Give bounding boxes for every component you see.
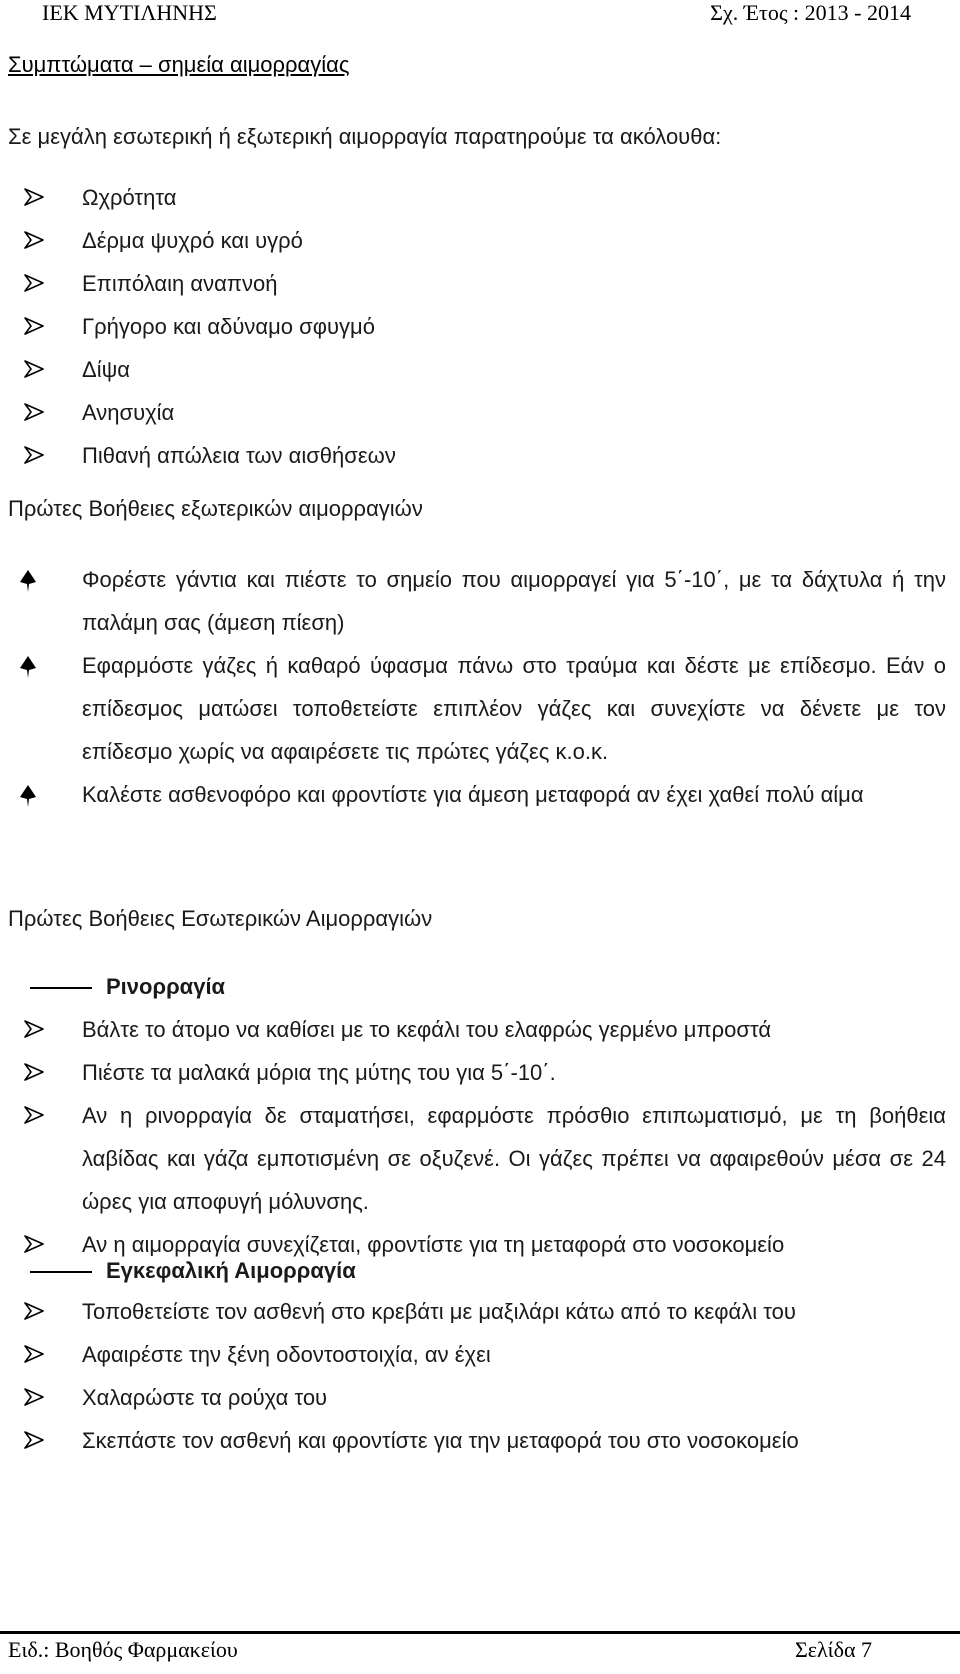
section-title: Συμπτώματα – σημεία αιμορραγίας xyxy=(8,52,350,77)
specialty-label: Ειδ.: Βοηθός Φαρμακείου xyxy=(8,1637,238,1662)
list-item: Πιθανή απώλεια των αισθήσεων xyxy=(8,434,946,477)
page-footer xyxy=(0,1637,960,1667)
list-item: Αφαιρέστε την ξένη οδοντοστοιχία, αν έχει xyxy=(8,1333,946,1376)
footer-divider xyxy=(0,1631,960,1634)
list-item: Πιέστε τα μαλακά μόρια της μύτης του για 5΄-10΄. xyxy=(8,1051,946,1094)
list-item: Αν η αιμορραγία συνεχίζεται, φροντίστε για τη μεταφορά στο νοσοκομείο xyxy=(8,1223,946,1266)
list-item: Γρήγορο και αδύναμο σφυγμό xyxy=(8,305,946,348)
internal-bleeding-heading: Πρώτες Βοήθειες Εσωτερικών Αιμορραγιών xyxy=(8,906,433,931)
nosebleed-subheading: Ρινορραγία xyxy=(8,974,225,1000)
school-name: ΙΕΚ ΜΥΤΙΛΗΝΗΣ xyxy=(42,0,217,25)
list-item: Βάλτε το άτομο να καθίσει με το κεφάλι του ελαφρώς γερμένο μπροστά xyxy=(8,1008,946,1051)
list-item: Καλέστε ασθενοφόρο και φροντίστε για άμεση μεταφορά αν έχει χαθεί πολύ αίμα xyxy=(8,773,946,816)
list-item: Δίψα xyxy=(8,348,946,391)
page-header xyxy=(0,0,960,28)
list-item: Τοποθετείστε τον ασθενή στο κρεβάτι με μαξιλάρι κάτω από το κεφάλι του xyxy=(8,1290,946,1333)
intro-text: Σε μεγάλη εσωτερική ή εξωτερική αιμορραγία παρατηρούμε τα ακόλουθα: xyxy=(8,124,722,149)
list-item: Φορέστε γάντια και πιέστε το σημείο που αιμορραγεί για 5΄-10΄, με τα δάχτυλα ή την παλάμη σας (άμεση πίεση) xyxy=(8,558,946,644)
arrow-bullet-icon xyxy=(24,1094,54,1151)
list-item: Ωχρότητα xyxy=(8,176,946,219)
symptoms-list xyxy=(8,176,946,477)
external-first-aid-list xyxy=(8,558,946,816)
list-item: Σκεπάστε τον ασθενή και φροντίστε για την μεταφορά του στο νοσοκομείο xyxy=(8,1419,946,1462)
diamond-bullet-icon xyxy=(18,785,38,807)
list-item: Αν η ρινορραγία δε σταματήσει, εφαρμόστε πρόσθιο επιπωματισμό, με τη βοήθεια λαβίδας και γάζα εμποτισμένη σε οξυζενέ. Οι γάζες πρέπει να αφαιρεθούν μέσα σε 24 ώρες για αποφυγή μόλυνσης. xyxy=(8,1094,946,1223)
list-item: Επιπόλαιη αναπνοή xyxy=(8,262,946,305)
page-number: Σελίδα 7 xyxy=(794,1637,872,1662)
diamond-bullet-icon xyxy=(18,570,38,592)
brain-bleeding-subheading: Εγκεφαλική Αιμορραγία xyxy=(8,1258,356,1284)
list-item: Χαλαρώστε τα ρούχα του xyxy=(8,1376,946,1419)
diamond-bullet-icon xyxy=(18,656,38,678)
list-item: Δέρμα ψυχρό και υγρό xyxy=(8,219,946,262)
external-bleeding-heading: Πρώτες Βοήθειες εξωτερικών αιμορραγιών xyxy=(8,496,423,521)
list-item: Εφαρμόστε γάζες ή καθαρό ύφασμα πάνω στο τραύμα και δέστε με επίδεσμο. Εάν ο επίδεσμος ματώσει τοποθετείστε επιπλέον γάζες και συνεχίστε να δένετε με τον επίδεσμο χωρίς να αφαιρέσετε τις πρώτες γάζες κ.ο.κ. xyxy=(8,644,946,773)
dash-line xyxy=(30,987,92,989)
school-year: Σχ. Έτος : 2013 - 2014 xyxy=(710,0,911,25)
brain-bleeding-list xyxy=(8,1290,946,1462)
arrow-bullet-icon xyxy=(24,1419,54,1476)
arrow-bullet-icon xyxy=(24,434,54,491)
nosebleed-list xyxy=(8,1008,946,1266)
dash-line xyxy=(30,1271,92,1273)
list-item: Ανησυχία xyxy=(8,391,946,434)
